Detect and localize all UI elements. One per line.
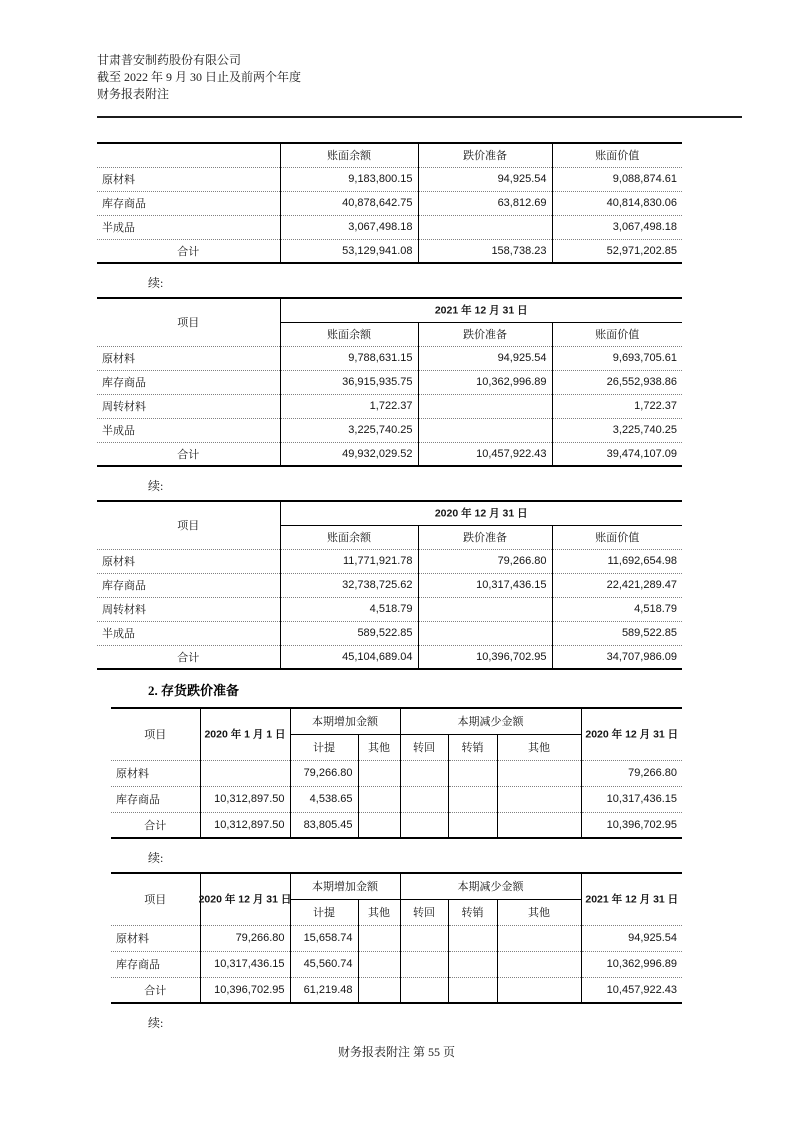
- total-row: [111, 977, 682, 1003]
- page-footer: 财务报表附注 第 55 页: [337, 1045, 455, 1059]
- amount-cell: 10,317,436.15: [418, 573, 552, 597]
- date-header-text: 2020 年 12 月 31 日: [198, 893, 292, 906]
- date-header-text: 2020 年 12 月 31 日: [585, 728, 679, 741]
- report-period: 截至 2022 年 9 月 30 日止及前两个年度: [97, 70, 302, 84]
- amount-cell: [358, 977, 400, 1003]
- inventory-table-current: [97, 142, 682, 264]
- provision-movement-table-2021: [111, 872, 682, 1004]
- amount-cell: 4,538.65: [290, 786, 358, 812]
- row-label: 合计: [97, 239, 280, 263]
- amount-cell: 9,088,874.61: [552, 167, 682, 191]
- row-label: 库存商品: [97, 370, 280, 394]
- row-label: 库存商品: [97, 573, 280, 597]
- row-label: 原材料: [97, 167, 280, 191]
- amount-cell: [497, 951, 581, 977]
- amount-cell: [497, 812, 581, 838]
- total-row: [97, 442, 682, 466]
- table-row: [97, 573, 682, 597]
- column-header: 本期增加金额: [290, 873, 400, 899]
- table-row: [97, 549, 682, 573]
- amount-cell: [448, 760, 497, 786]
- column-header: 账面价值: [552, 322, 682, 346]
- document-header: [97, 52, 742, 103]
- amount-cell: 83,805.45: [290, 812, 358, 838]
- row-label: 周转材料: [97, 394, 280, 418]
- continuation-label: 续:: [148, 276, 164, 290]
- amount-cell: 36,915,935.75: [280, 370, 418, 394]
- row-label: 半成品: [97, 621, 280, 645]
- amount-cell: 61,219.48: [290, 977, 358, 1003]
- table-row: [97, 370, 682, 394]
- amount-cell: 79,266.80: [200, 925, 290, 951]
- table-row: [97, 215, 682, 239]
- amount-cell: 45,104,689.04: [280, 645, 418, 669]
- table-row: [97, 191, 682, 215]
- column-header: 项目: [111, 873, 200, 925]
- table-row: [97, 394, 682, 418]
- amount-cell: [497, 925, 581, 951]
- amount-cell: 10,317,436.15: [200, 951, 290, 977]
- amount-cell: 34,707,986.09: [552, 645, 682, 669]
- column-header: 账面价值: [552, 525, 682, 549]
- amount-cell: 10,396,702.95: [200, 977, 290, 1003]
- column-header: 账面余额: [280, 525, 418, 549]
- column-header: 其他: [358, 899, 400, 925]
- amount-cell: [448, 925, 497, 951]
- amount-cell: [358, 812, 400, 838]
- table-row: [97, 621, 682, 645]
- column-header: 计提: [290, 734, 358, 760]
- continuation-label: 续:: [148, 1016, 164, 1030]
- column-header: 其他: [497, 899, 581, 925]
- column-header: 跌价准备: [418, 525, 552, 549]
- column-header: 跌价准备: [418, 143, 552, 167]
- amount-cell: 4,518.79: [552, 597, 682, 621]
- amount-cell: 39,474,107.09: [552, 442, 682, 466]
- column-header: 转销: [448, 899, 497, 925]
- continuation-label: 续:: [148, 851, 164, 865]
- amount-cell: 26,552,938.86: [552, 370, 682, 394]
- row-label: 半成品: [97, 215, 280, 239]
- amount-cell: [497, 786, 581, 812]
- header-row: [97, 501, 682, 525]
- row-label: 半成品: [97, 418, 280, 442]
- column-header: 本期增加金额: [290, 708, 400, 734]
- amount-cell: 94,925.54: [418, 346, 552, 370]
- header-row: [111, 708, 682, 734]
- amount-cell: [400, 812, 448, 838]
- amount-cell: [400, 925, 448, 951]
- amount-cell: 79,266.80: [290, 760, 358, 786]
- row-label: 合计: [111, 812, 200, 838]
- row-label: 原材料: [97, 346, 280, 370]
- amount-cell: [448, 786, 497, 812]
- amount-cell: 10,312,897.50: [200, 812, 290, 838]
- provision-movement-table-2020: [111, 707, 682, 839]
- amount-cell: [418, 621, 552, 645]
- row-label: 原材料: [97, 549, 280, 573]
- row-label: 原材料: [111, 925, 200, 951]
- column-header: 项目: [97, 501, 280, 549]
- row-label: 原材料: [111, 760, 200, 786]
- date-column-header: [581, 873, 682, 925]
- column-header: 账面余额: [280, 143, 418, 167]
- column-header: 本期减少金额: [400, 708, 581, 734]
- table-row: [97, 167, 682, 191]
- date-column-header: [280, 501, 682, 525]
- amount-cell: [418, 394, 552, 418]
- total-row: [111, 812, 682, 838]
- date-header-text: 2020 年 12 月 31 日: [434, 507, 528, 520]
- amount-cell: [400, 786, 448, 812]
- amount-cell: [400, 977, 448, 1003]
- amount-cell: 3,225,740.25: [280, 418, 418, 442]
- table-row: [111, 925, 682, 951]
- amount-cell: 49,932,029.52: [280, 442, 418, 466]
- amount-cell: 4,518.79: [280, 597, 418, 621]
- amount-cell: 11,771,921.78: [280, 549, 418, 573]
- header-row: [97, 143, 682, 167]
- row-label: 合计: [111, 977, 200, 1003]
- amount-cell: 10,317,436.15: [581, 786, 682, 812]
- column-header: 本期减少金额: [400, 873, 581, 899]
- table-row: [111, 951, 682, 977]
- row-label: 库存商品: [111, 951, 200, 977]
- amount-cell: 10,312,897.50: [200, 786, 290, 812]
- amount-cell: 32,738,725.62: [280, 573, 418, 597]
- section-heading: 2. 存货跌价准备: [148, 683, 240, 698]
- table-row: [111, 786, 682, 812]
- amount-cell: [418, 597, 552, 621]
- table-row: [111, 760, 682, 786]
- column-header: [97, 143, 280, 167]
- amount-cell: [418, 215, 552, 239]
- amount-cell: 158,738.23: [418, 239, 552, 263]
- header-row: [97, 298, 682, 322]
- row-label: 合计: [97, 442, 280, 466]
- amount-cell: [448, 977, 497, 1003]
- row-label: 合计: [97, 645, 280, 669]
- table-row: [97, 346, 682, 370]
- amount-cell: 1,722.37: [280, 394, 418, 418]
- amount-cell: 53,129,941.08: [280, 239, 418, 263]
- amount-cell: [358, 786, 400, 812]
- amount-cell: 79,266.80: [581, 760, 682, 786]
- amount-cell: 52,971,202.85: [552, 239, 682, 263]
- amount-cell: 1,722.37: [552, 394, 682, 418]
- amount-cell: 9,183,800.15: [280, 167, 418, 191]
- amount-cell: 94,925.54: [581, 925, 682, 951]
- total-row: [97, 645, 682, 669]
- amount-cell: [400, 951, 448, 977]
- document-type: 财务报表附注: [97, 87, 170, 101]
- amount-cell: [497, 760, 581, 786]
- amount-cell: 45,560.74: [290, 951, 358, 977]
- row-label: 周转材料: [97, 597, 280, 621]
- date-header-text: 2021 年 12 月 31 日: [585, 893, 679, 906]
- date-header-text: 2021 年 12 月 31 日: [434, 304, 528, 317]
- amount-cell: 63,812.69: [418, 191, 552, 215]
- continuation-label: 续:: [148, 479, 164, 493]
- header-row: [111, 873, 682, 899]
- amount-cell: [418, 418, 552, 442]
- amount-cell: 10,362,996.89: [581, 951, 682, 977]
- row-label: 库存商品: [111, 786, 200, 812]
- amount-cell: [358, 760, 400, 786]
- date-header-text: 2020 年 1 月 1 日: [204, 728, 286, 741]
- date-column-header: [200, 873, 290, 925]
- table-row: [97, 418, 682, 442]
- table-row: [97, 597, 682, 621]
- amount-cell: 3,225,740.25: [552, 418, 682, 442]
- amount-cell: 589,522.85: [552, 621, 682, 645]
- column-header: 跌价准备: [418, 322, 552, 346]
- column-header: 转销: [448, 734, 497, 760]
- amount-cell: 10,396,702.95: [581, 812, 682, 838]
- amount-cell: 10,362,996.89: [418, 370, 552, 394]
- date-column-header: [200, 708, 290, 760]
- amount-cell: 9,693,705.61: [552, 346, 682, 370]
- amount-cell: 3,067,498.18: [552, 215, 682, 239]
- row-label: 库存商品: [97, 191, 280, 215]
- amount-cell: 79,266.80: [418, 549, 552, 573]
- amount-cell: 3,067,498.18: [280, 215, 418, 239]
- column-header: 转回: [400, 899, 448, 925]
- amount-cell: 589,522.85: [280, 621, 418, 645]
- amount-cell: [497, 977, 581, 1003]
- column-header: 转回: [400, 734, 448, 760]
- amount-cell: 94,925.54: [418, 167, 552, 191]
- amount-cell: [400, 760, 448, 786]
- amount-cell: 11,692,654.98: [552, 549, 682, 573]
- column-header: 其他: [497, 734, 581, 760]
- amount-cell: [358, 925, 400, 951]
- amount-cell: 10,457,922.43: [581, 977, 682, 1003]
- amount-cell: 40,878,642.75: [280, 191, 418, 215]
- total-row: [97, 239, 682, 263]
- column-header: 项目: [111, 708, 200, 760]
- amount-cell: [448, 812, 497, 838]
- amount-cell: [448, 951, 497, 977]
- amount-cell: [200, 760, 290, 786]
- amount-cell: 10,457,922.43: [418, 442, 552, 466]
- amount-cell: 9,788,631.15: [280, 346, 418, 370]
- inventory-table-2021: [97, 297, 682, 467]
- amount-cell: 40,814,830.06: [552, 191, 682, 215]
- column-header: 计提: [290, 899, 358, 925]
- amount-cell: 22,421,289.47: [552, 573, 682, 597]
- amount-cell: 10,396,702.95: [418, 645, 552, 669]
- date-column-header: [581, 708, 682, 760]
- amount-cell: 15,658.74: [290, 925, 358, 951]
- date-column-header: [280, 298, 682, 322]
- column-header: 其他: [358, 734, 400, 760]
- header-divider: [97, 116, 742, 118]
- company-name: 甘肃普安制药股份有限公司: [97, 53, 242, 67]
- amount-cell: [358, 951, 400, 977]
- column-header: 项目: [97, 298, 280, 346]
- inventory-table-2020: [97, 500, 682, 670]
- column-header: 账面价值: [552, 143, 682, 167]
- column-header: 账面余额: [280, 322, 418, 346]
